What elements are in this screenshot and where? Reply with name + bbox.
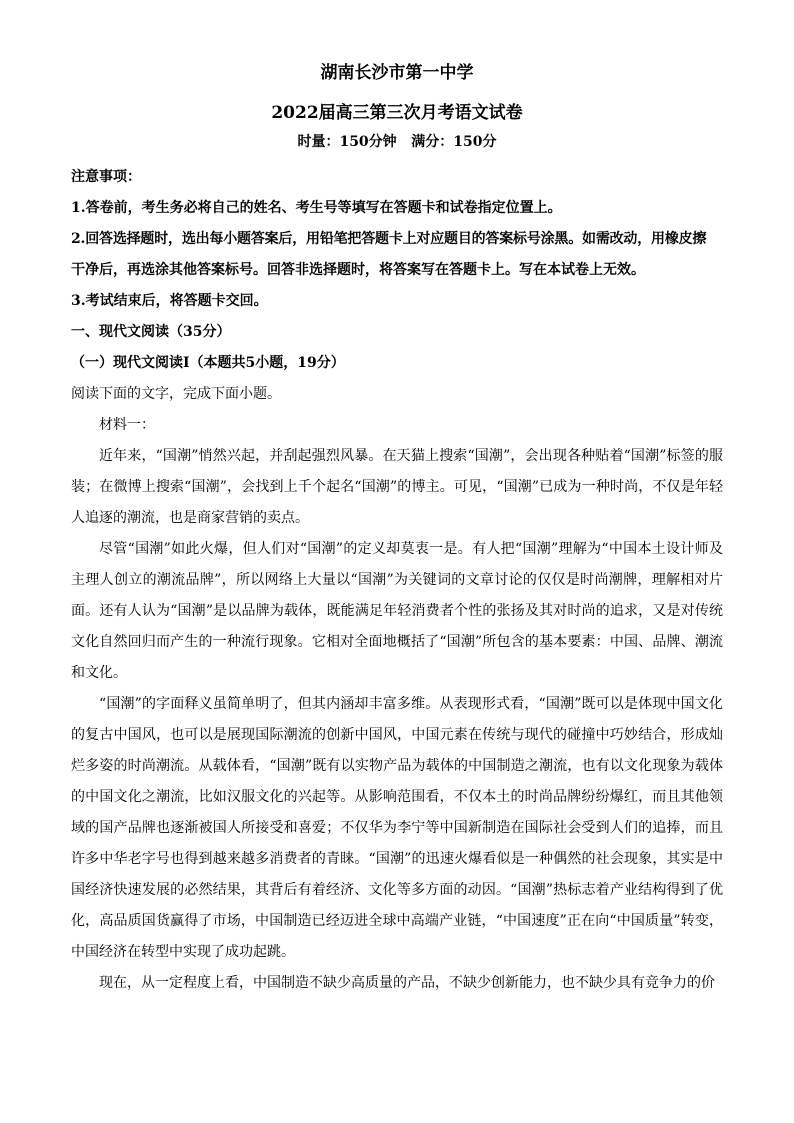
school-name: 湖南长沙市第一中学 [320,63,474,83]
exam-page [71,62,723,999]
paragraph-1: 近年来，“国潮”悄然兴起，并刮起强烈风暴。在天猫上搜索“国潮”，会出现各种贴着“国潮”标签的服装；在微博上搜索“国潮”，会找到上千个起名“国潮”的博主。可见，“国潮”已成为一种时尚，不仅是年轻人追逐的潮流，也是商家营销的卖点。 [71,448,723,526]
reading-instruction: 阅读下面的文字，完成下面小题。 [71,386,281,402]
material-label: 材料一： [99,417,155,433]
notice-item-1: 1.答卷前，考生务必将自己的姓名、考生号等填写在答题卡和试卷指定位置上。 [71,200,562,216]
paragraph-3: “国潮”的字面释义虽简单明了，但其内涵却丰富多维。从表现形式看，“国潮”既可以是体现中国文化的复古中国风，也可以是展现国际潮流的创新中国风，中国元素在传统与现代的碰撞中巧妙结合，形成灿烂多姿的时尚潮流。从载体看，“国潮”既有以实物产品为载体的中国制造之潮流，也有以文化现象为载体的中国文化之潮流，比如汉服文化的兴起等。从影响范围看，不仅本土的时尚品牌纷纷爆红，而且其他领域的国产品牌也逐渐被国人所接受和喜爱；不仅华为李宁等中国新制造在国际社会受到人们的追捧，而且许多中华老字号也得到越来越多消费者的青睐。“国潮”的迅速火爆看似是一种偶然的社会现象，其实是中国经济快速发展的必然结果，其背后有着经济、文化等多方面的动因。“国潮”热标志着产业结构得到了优化，高品质国货赢得了市场，中国制造已经迈进全球中高端产业链，“中国速度”正在向“中国质量”转变，中国经济在转型中实现了成功起跳。 [71,696,723,960]
notice-item-3: 3.考试结束后，将答题卡交回。 [71,293,268,309]
exam-meta: 时量：150分钟 满分：150分 [297,134,497,150]
notice-block [71,162,723,317]
notice-item-2-line-2: 干净后，再选涂其他答案标号。回答非选择题时，将答案写在答题卡上。写在本试卷上无效。 [71,262,645,278]
exam-title: 2022届高三第三次月考语文试卷 [271,103,523,123]
notice-item-2-line-1: 2.回答选择题时，选出每小题答案后，用铅笔把答题卡上对应题目的答案标号涂黑。如需改动，用橡皮擦 [71,231,707,247]
sub-section-heading: （一）现代文阅读Ⅰ（本题共5小题，19分） [71,355,345,371]
notice-title: 注意事项： [71,169,141,185]
section-heading: 一、现代文阅读（35分） [71,324,231,340]
paragraph-4: 现在，从一定程度上看，中国制造不缺少高质量的产品，不缺少创新能力，也不缺少具有竞争力的价 [99,975,715,991]
paragraph-2: 尽管“国潮”如此火爆，但人们对“国潮”的定义却莫衷一是。有人把“国潮”理解为“中国本土设计师及主理人创立的潮流品牌”，所以网络上大量以“国潮”为关键词的文章讨论的仅仅是时尚潮牌，理解相对片面。还有人认为“国潮”是以品牌为载体，既能满足年轻消费者个性的张扬及其对时尚的追求，又是对传统文化自然回归而产生的一种流行现象。它相对全面地概括了“国潮”所包含的基本要素：中国、品牌、潮流和文化。 [71,541,723,681]
